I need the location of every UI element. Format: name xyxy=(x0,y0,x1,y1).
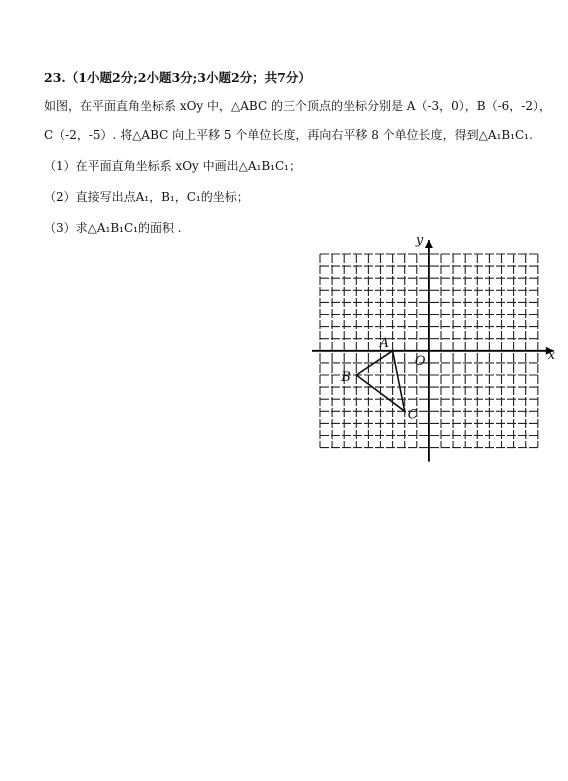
vertex-label-b: B xyxy=(341,370,351,385)
question-text-line-1: 如图，在平面直角坐标系 xOy 中，△ABC 的三个顶点的坐标分别是 A（-3，0），B（-6，-2）， xyxy=(44,99,551,113)
question-text-line-2: C（-2，-5）. 将△ABC 向上平移 5 个单位长度，再向右平移 8 个单位长度，得到△A₁B₁C₁. xyxy=(44,128,533,142)
x-axis-label: x xyxy=(547,347,556,363)
y-axis-arrow xyxy=(425,240,433,248)
question-title: 23.（1小题2分;2小题3分;3小题2分；共7分） xyxy=(44,70,311,85)
vertex-label-c: C xyxy=(407,407,418,423)
coordinate-grid-figure xyxy=(312,232,562,492)
sub-question-2: （2）直接写出点A₁，B₁，C₁的坐标； xyxy=(44,190,249,204)
origin-label: O xyxy=(414,353,426,369)
sub-question-3: （3）求△A₁B₁C₁的面积 . xyxy=(44,221,182,235)
sub-question-1: （1）在平面直角坐标系 xOy 中画出△A₁B₁C₁； xyxy=(44,159,301,173)
y-axis-label: y xyxy=(415,233,424,248)
vertex-label-a: A xyxy=(379,335,389,351)
axes xyxy=(312,240,554,462)
figure-labels xyxy=(340,233,556,422)
